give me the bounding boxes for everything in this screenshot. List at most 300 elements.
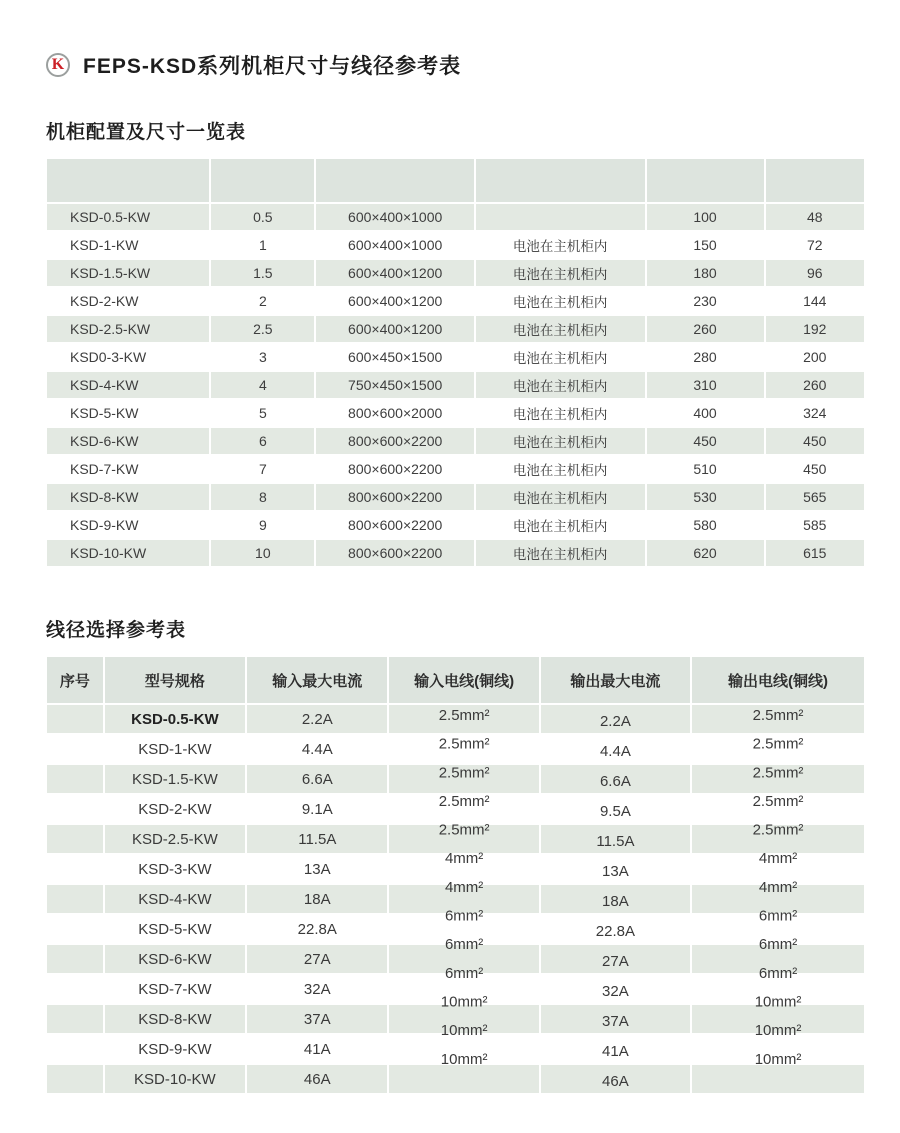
- cell-num1: [647, 232, 764, 258]
- cell-text: 6: [258, 433, 267, 449]
- cell-model: [105, 1035, 245, 1063]
- cabinet-table-header: [47, 159, 864, 202]
- cell-text: 2.5mm²: [438, 706, 490, 724]
- cell-text: 4.4A: [599, 742, 631, 760]
- cabinet-spec-table: [45, 157, 866, 568]
- cell-text: 46A: [303, 1070, 331, 1088]
- cell-text: 600×400×1200: [348, 321, 443, 337]
- cell-text: 800×600×2200: [348, 517, 443, 533]
- cell-text: 800×600×2200: [348, 489, 443, 505]
- cell-num2: [766, 260, 865, 286]
- cell-note: [476, 344, 645, 370]
- column-header-dimensions: [316, 159, 473, 202]
- cell-seq: [47, 1005, 103, 1033]
- cell-text: 600×450×1500: [348, 349, 443, 365]
- cell-text: 2.5mm²: [438, 792, 490, 810]
- cell-note: [476, 512, 645, 538]
- cabinet-table-body: [47, 204, 864, 566]
- cell-text: KSD-9-KW: [138, 1040, 212, 1058]
- table-row: [47, 1065, 864, 1093]
- cell-text: 180: [693, 265, 717, 281]
- cell-text: 800×600×2200: [348, 545, 443, 561]
- cell-text: 27A: [602, 952, 629, 970]
- cell-text: KSD-2-KW: [70, 293, 139, 309]
- cell-num1: [647, 204, 764, 230]
- cell-num1: [647, 372, 764, 398]
- cell-text: 2.5mm²: [438, 735, 490, 753]
- cell-output-wire: [692, 1050, 864, 1093]
- cell-model: [47, 316, 209, 342]
- column-header-model: 型号规格: [105, 657, 245, 703]
- cell-output-current: [541, 915, 690, 943]
- cell-power-kw: [211, 260, 314, 286]
- cell-input-current: [247, 855, 387, 883]
- column-header-note: [476, 159, 645, 202]
- cell-model: [47, 484, 209, 510]
- wire-table-header: [47, 657, 864, 703]
- cell-output-wire: [692, 705, 864, 733]
- cell-input-current: [247, 735, 387, 763]
- cell-model: [47, 232, 209, 258]
- cell-num2: [766, 400, 865, 426]
- cell-output-current: [541, 1005, 690, 1033]
- cell-dimensions: [316, 260, 473, 286]
- cell-text: KSD-1.5-KW: [131, 770, 218, 788]
- cell-power-kw: [211, 344, 314, 370]
- cell-text: 615: [803, 545, 827, 561]
- cell-text: 41A: [602, 1042, 629, 1060]
- cell-text: 电池在主机柜内: [512, 295, 608, 310]
- cell-text: 750×450×1500: [348, 377, 443, 393]
- cell-seq: [47, 705, 103, 733]
- cell-model: [47, 288, 209, 314]
- cell-model: [47, 344, 209, 370]
- cell-text: 2.5mm²: [752, 792, 804, 810]
- cell-text: 7: [258, 461, 267, 477]
- cell-dimensions: [316, 428, 473, 454]
- cell-input-wire: [389, 705, 538, 733]
- cell-model: [47, 540, 209, 566]
- table-row: [47, 372, 864, 398]
- cell-output-current: [541, 1065, 690, 1093]
- cell-num1: [647, 288, 764, 314]
- cell-dimensions: [316, 400, 473, 426]
- cell-num1: [647, 344, 764, 370]
- cell-power-kw: [211, 428, 314, 454]
- cell-power-kw: [211, 372, 314, 398]
- cell-text: 1.5: [253, 265, 273, 281]
- cell-text: 800×600×2200: [348, 461, 443, 477]
- cell-text: KSD-0.5-KW: [70, 209, 151, 225]
- cell-text: 260: [803, 377, 827, 393]
- cell-text: 37A: [602, 1012, 629, 1030]
- cell-text: 800×600×2000: [348, 405, 443, 421]
- cell-text: 324: [803, 405, 827, 421]
- cell-input-current: [247, 825, 387, 853]
- cell-power-kw: [211, 288, 314, 314]
- column-header-model: [47, 159, 209, 202]
- cell-power-kw: [211, 204, 314, 230]
- column-header-seq: 序号: [47, 657, 103, 703]
- cell-num2: [766, 316, 865, 342]
- cell-text: 6mm²: [758, 907, 798, 924]
- table-row: [47, 428, 864, 454]
- cell-text: 580: [693, 517, 717, 533]
- cell-output-current: [541, 885, 690, 913]
- cell-text: 电池在主机柜内: [512, 267, 608, 282]
- cell-text: 41A: [303, 1040, 331, 1058]
- cell-num1: [647, 512, 764, 538]
- cell-note: [476, 428, 645, 454]
- cell-text: KSD-10-KW: [70, 545, 147, 561]
- cell-text: 电池在主机柜内: [512, 351, 608, 366]
- table-row: [47, 288, 864, 314]
- cell-text: 230: [693, 293, 717, 309]
- cell-text: 4mm²: [758, 878, 798, 896]
- cell-text: 6mm²: [758, 935, 798, 953]
- cell-note: [476, 316, 645, 342]
- cell-text: 11.5A: [596, 832, 635, 850]
- cell-num2: [766, 540, 865, 566]
- cell-model: [105, 945, 245, 973]
- cell-text: 4mm²: [444, 849, 484, 867]
- cell-text: KSD-8-KW: [138, 1010, 212, 1028]
- column-header-input-wire: 输入电线(铜线): [389, 657, 538, 703]
- document-header: [0, 0, 900, 80]
- cell-text: 27A: [303, 950, 331, 968]
- cell-text: 10mm²: [440, 1050, 488, 1068]
- column-header-input-current: 输入最大电流: [247, 657, 387, 703]
- table-row: [47, 260, 864, 286]
- cell-power-kw: [211, 484, 314, 510]
- cell-text: 2.5: [253, 321, 273, 337]
- cell-text: KSD0-3-KW: [70, 349, 147, 365]
- cell-num2: [766, 372, 865, 398]
- cell-text: 192: [803, 321, 827, 337]
- column-header-output-current: 输出最大电流: [541, 657, 690, 703]
- cell-seq: [47, 975, 103, 1003]
- cell-input-current: [247, 1065, 387, 1093]
- cell-model: [47, 400, 209, 426]
- cell-text: 450: [803, 433, 827, 449]
- wire-section-heading: 线径选择参考表: [46, 620, 187, 641]
- table-row: [47, 316, 864, 342]
- cell-text: 585: [803, 517, 827, 533]
- cell-note: [476, 372, 645, 398]
- cell-model: [105, 735, 245, 763]
- cell-seq: [47, 945, 103, 973]
- cell-text: 2.5mm²: [438, 763, 490, 781]
- cell-seq: [47, 735, 103, 763]
- cell-power-kw: [211, 512, 314, 538]
- cell-model: [47, 512, 209, 538]
- cell-text: 4mm²: [444, 878, 484, 896]
- cell-text: 46A: [602, 1072, 629, 1090]
- cell-text: 37A: [303, 1010, 331, 1028]
- cell-text: 电池在主机柜内: [512, 519, 608, 534]
- wire-table-body: [47, 705, 864, 1093]
- cell-output-current: [541, 825, 690, 853]
- table-row: [47, 735, 864, 763]
- cell-note: [476, 484, 645, 510]
- cell-text: KSD-6-KW: [70, 433, 139, 449]
- cell-text: 3: [258, 349, 267, 365]
- cell-power-kw: [211, 456, 314, 482]
- cell-text: 530: [693, 489, 717, 505]
- cell-input-current: [247, 795, 387, 823]
- cell-seq: [47, 915, 103, 943]
- cell-num1: [647, 428, 764, 454]
- cell-text: 6mm²: [444, 964, 484, 982]
- cell-input-current: [247, 915, 387, 943]
- table-row: [47, 456, 864, 482]
- cell-text: KSD-6-KW: [138, 950, 212, 968]
- cell-model: [47, 372, 209, 398]
- cell-text: KSD-4-KW: [138, 890, 212, 908]
- cell-text: 4: [258, 377, 267, 393]
- cell-input-wire: [389, 792, 538, 823]
- cell-power-kw: [211, 316, 314, 342]
- cell-note: [476, 400, 645, 426]
- cell-output-current: [541, 1035, 690, 1063]
- cell-text: 260: [693, 321, 717, 337]
- cell-num2: [766, 344, 865, 370]
- cell-dimensions: [316, 204, 473, 230]
- cell-model: [105, 1065, 245, 1093]
- cell-text: 2.5mm²: [752, 706, 804, 724]
- cell-seq: [47, 1035, 103, 1063]
- cell-text: 电池在主机柜内: [512, 323, 608, 338]
- column-header-num1: [647, 159, 764, 202]
- cell-text: 13A: [602, 862, 629, 880]
- cell-text: 6mm²: [444, 907, 484, 924]
- cell-output-wire: [692, 735, 864, 763]
- cell-text: KSD-10-KW: [134, 1070, 216, 1088]
- cell-text: 620: [693, 545, 717, 561]
- table-row: [47, 344, 864, 370]
- cell-text: KSD-8-KW: [70, 489, 139, 505]
- cell-text: KSD-5-KW: [138, 920, 212, 938]
- cell-num2: [766, 428, 865, 454]
- cell-text: 10: [255, 545, 271, 561]
- cell-text: 5: [258, 405, 267, 421]
- cell-input-wire: [389, 765, 538, 793]
- cell-text: KSD-9-KW: [70, 517, 139, 533]
- cell-power-kw: [211, 540, 314, 566]
- cell-input-current: [247, 1005, 387, 1033]
- cell-text: 150: [693, 237, 717, 253]
- cell-num1: [647, 484, 764, 510]
- cell-note: [476, 456, 645, 482]
- cell-output-current: [541, 855, 690, 883]
- cell-text: 11.5A: [298, 830, 337, 848]
- table-row: [47, 705, 864, 733]
- cell-num2: [766, 456, 865, 482]
- brand-k-logo-icon: K: [46, 53, 70, 77]
- cell-text: 22.8A: [297, 920, 337, 938]
- cell-text: 600×400×1000: [348, 237, 443, 253]
- cell-dimensions: [316, 316, 473, 342]
- cell-text: 450: [803, 461, 827, 477]
- cell-text: 2.2A: [599, 712, 631, 730]
- cell-text: 280: [693, 349, 717, 365]
- cell-text: 电池在主机柜内: [512, 463, 608, 478]
- cell-text: KSD-3-KW: [138, 860, 212, 878]
- cell-text: 32A: [602, 982, 629, 1000]
- cell-text: 8: [258, 489, 267, 505]
- cell-text: 2.5mm²: [752, 735, 804, 753]
- cell-text: 2.5mm²: [752, 821, 804, 839]
- cell-seq: [47, 1065, 103, 1093]
- cell-text: 18A: [303, 890, 331, 908]
- cell-output-wire: [692, 792, 864, 823]
- cell-dimensions: [316, 232, 473, 258]
- cell-num1: [647, 540, 764, 566]
- cell-text: 电池在主机柜内: [512, 239, 608, 254]
- cell-output-current: [541, 975, 690, 1003]
- cell-dimensions: [316, 372, 473, 398]
- cell-model: [47, 204, 209, 230]
- cell-input-current: [247, 885, 387, 913]
- cell-seq: [47, 795, 103, 823]
- cell-note: [476, 540, 645, 566]
- cell-text: 9.5A: [599, 802, 631, 820]
- cell-output-current: [541, 765, 690, 793]
- cell-dimensions: [316, 540, 473, 566]
- cell-power-kw: [211, 400, 314, 426]
- table-row: [47, 400, 864, 426]
- cell-text: KSD-2.5-KW: [70, 321, 151, 337]
- table-row: [47, 512, 864, 538]
- cell-input-wire: [389, 1050, 538, 1093]
- cell-text: 2.5mm²: [752, 763, 804, 781]
- cell-text: KSD-7-KW: [138, 980, 212, 998]
- table-row: [47, 204, 864, 230]
- cell-text: KSD-7-KW: [70, 461, 139, 477]
- cell-output-current: [541, 945, 690, 973]
- cell-model: [105, 765, 245, 793]
- cell-dimensions: [316, 344, 473, 370]
- cell-text: KSD-5-KW: [70, 405, 139, 421]
- cell-text: KSD-4-KW: [70, 377, 139, 393]
- cell-num1: [647, 456, 764, 482]
- cell-note: [476, 204, 645, 230]
- cell-text: 600×400×1200: [348, 265, 443, 281]
- cell-model: [105, 1005, 245, 1033]
- cell-num2: [766, 204, 865, 230]
- table-row: [47, 232, 864, 258]
- table-row: [47, 795, 864, 823]
- cell-text: 600×400×1000: [348, 209, 443, 225]
- cabinet-spec-section: [0, 117, 900, 568]
- cell-dimensions: [316, 456, 473, 482]
- cell-num2: [766, 484, 865, 510]
- column-header-num2: [766, 159, 865, 202]
- cell-num1: [647, 316, 764, 342]
- cell-text: 2.5mm²: [438, 821, 490, 839]
- cell-model: [105, 885, 245, 913]
- cell-output-current: [541, 795, 690, 823]
- cell-text: 9: [258, 517, 267, 533]
- cell-dimensions: [316, 512, 473, 538]
- cell-dimensions: [316, 484, 473, 510]
- cell-text: 22.8A: [595, 922, 635, 940]
- cell-text: 10mm²: [754, 1050, 802, 1068]
- cell-output-current: [541, 705, 690, 733]
- cell-text: 9.1A: [301, 800, 333, 818]
- cell-model: [105, 825, 245, 853]
- cell-output-current: [541, 735, 690, 763]
- cell-num1: [647, 400, 764, 426]
- cell-text: 6.6A: [301, 770, 333, 788]
- cell-text: 450: [693, 433, 717, 449]
- cell-text: KSD-1-KW: [138, 740, 212, 758]
- cabinet-section-heading: 机柜配置及尺寸一览表: [46, 122, 247, 143]
- cell-text: 600×400×1200: [348, 293, 443, 309]
- cell-text: 10mm²: [440, 1021, 488, 1039]
- cell-text: 电池在主机柜内: [512, 547, 608, 562]
- cell-input-current: [247, 705, 387, 733]
- cell-num2: [766, 288, 865, 314]
- cell-seq: [47, 825, 103, 853]
- cell-model: [47, 428, 209, 454]
- table-row: [47, 765, 864, 793]
- wire-gauge-table: [45, 655, 866, 1095]
- cell-model: [105, 915, 245, 943]
- cell-text: 13A: [303, 860, 331, 878]
- cell-input-current: [247, 765, 387, 793]
- table-row: [47, 484, 864, 510]
- cell-input-wire: [389, 735, 538, 763]
- cell-text: 10mm²: [754, 1021, 802, 1039]
- cell-text: 电池在主机柜内: [512, 379, 608, 394]
- cell-text: 2: [258, 293, 267, 309]
- cell-model: [47, 260, 209, 286]
- cell-input-current: [247, 975, 387, 1003]
- header-row: [47, 159, 864, 202]
- cell-text: 565: [803, 489, 827, 505]
- cell-num1: [647, 260, 764, 286]
- wire-gauge-section: [0, 615, 900, 1095]
- cell-text: 1: [258, 237, 267, 253]
- cell-text: 72: [806, 237, 823, 253]
- cell-text: KSD-2-KW: [138, 800, 212, 818]
- cell-model: [105, 795, 245, 823]
- cell-note: [476, 288, 645, 314]
- cell-note: [476, 232, 645, 258]
- cell-num2: [766, 512, 865, 538]
- cell-text: 310: [693, 377, 717, 393]
- cell-seq: [47, 855, 103, 883]
- cell-seq: [47, 765, 103, 793]
- column-header-output-wire: 输出电线(铜线): [692, 657, 864, 703]
- cell-text: KSD-2.5-KW: [131, 830, 218, 848]
- column-header-power-kw: [211, 159, 314, 202]
- cell-text: 800×600×2200: [348, 433, 443, 449]
- cell-input-current: [247, 945, 387, 973]
- cell-text: 100: [693, 209, 717, 225]
- cell-model: [105, 705, 245, 733]
- cell-text: 510: [693, 461, 717, 477]
- cell-model: [47, 456, 209, 482]
- cell-note: [476, 260, 645, 286]
- cell-text: 96: [806, 265, 823, 281]
- cell-text: 2.2A: [301, 710, 333, 728]
- cell-text: 32A: [303, 980, 331, 998]
- cell-text: KSD-0.5-KW: [131, 710, 219, 728]
- cell-text: 200: [803, 349, 827, 365]
- cell-text: KSD-1-KW: [70, 237, 139, 253]
